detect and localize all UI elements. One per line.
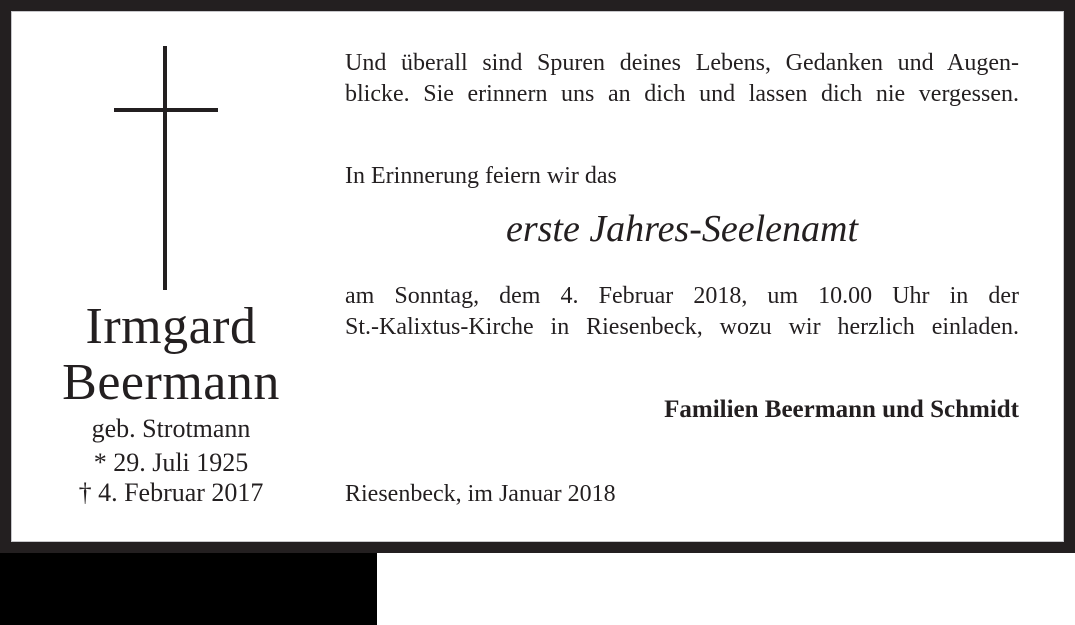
place-and-date: Riesenbeck, im Januar 2018 — [345, 481, 616, 507]
deceased-maiden-name: geb. Strotmann — [91, 414, 251, 443]
memorial-quote-line-1: Und überall sind Spuren deines Lebens, Gedanken und Augen- — [345, 50, 1019, 76]
deceased-death-date: † 4. Februar 2017 — [78, 478, 264, 507]
redaction-block — [0, 553, 377, 625]
family-signature: Familien Beermann und Schmidt — [664, 396, 1019, 423]
intro-line: In Erinnerung feiern wir das — [345, 163, 617, 189]
event-details-line-2: St.-Kalixtus-Kirche in Riesenbeck, wozu wir herzlich einladen. — [345, 314, 1019, 340]
memorial-quote-line-2: blicke. Sie erinnern uns an dich und lassen dich nie vergessen. — [345, 81, 1019, 107]
cross-icon-horizontal-bar — [114, 108, 218, 112]
event-details-line-1: am Sonntag, dem 4. Februar 2018, um 10.00 Uhr in der — [345, 283, 1019, 309]
deceased-first-name: Irmgard — [85, 298, 257, 355]
event-title: erste Jahres-Seelenamt — [505, 208, 859, 250]
deceased-last-name: Beermann — [62, 354, 280, 411]
cross-icon-vertical-bar — [163, 46, 167, 290]
deceased-name — [21, 299, 321, 411]
deceased-birth-date: * 29. Juli 1925 — [93, 448, 249, 477]
